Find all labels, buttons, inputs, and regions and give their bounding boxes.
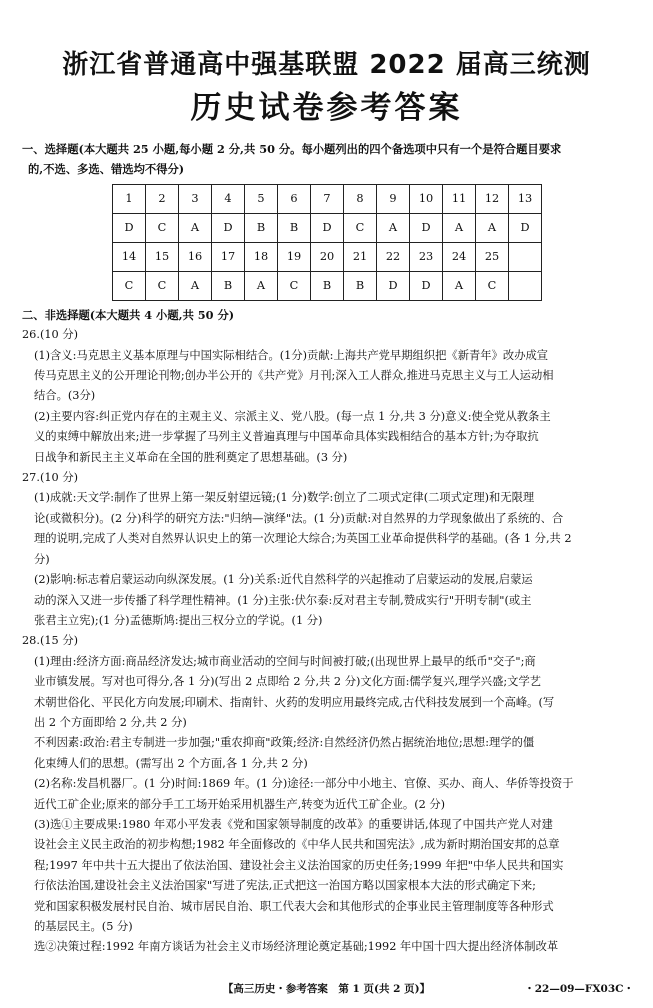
answer-row-answers-2 (113, 271, 542, 300)
answer-cell: 17 (212, 242, 245, 271)
answer-cell: D (410, 271, 443, 300)
answer-cell: 21 (344, 242, 377, 271)
answer-line: (3)选①主要成果:1980 年邓小平发表《党和国家领导制度的改革》的重要讲话,体现了中国共产党人对建 (34, 817, 553, 831)
section2-heading: 二、非选择题(本大题共 4 小题,共 50 分) (22, 307, 235, 322)
answer-cell: B (245, 213, 278, 242)
answer-line: 论(或微积分)。(2 分)科学的研究方法:"归纳—演绎"法。(1 分)贡献:对自然界的力学现象做出了系统的、合 (34, 511, 564, 525)
answer-cell: C (278, 271, 311, 300)
answer-cell: C (476, 271, 509, 300)
answer-cell: B (278, 213, 311, 242)
answer-line: (2)影响:标志着启蒙运动向纵深发展。(1 分)关系:近代自然科学的兴起推动了启蒙运动的发展,启蒙运 (34, 573, 533, 587)
section1-heading: 一、选择题(本大题共 25 小题,每小题 2 分,共 50 分。每小题列出的四个备选项中只有一个是符合题目要求 (22, 142, 562, 156)
answer-line: 不利因素:政治:君主专制进一步加强;"重农抑商"政策;经济:自然经济仍然占据统治地位;思想:理学的僵 (34, 736, 535, 750)
question-26-label: 26.(10 分) (22, 328, 79, 342)
answer-cell: A (179, 213, 212, 242)
answer-cell: 22 (377, 242, 410, 271)
answer-line: (1)成就:天文学:制作了世界上第一架反射望远镜;(1 分)数学:创立了二项式定律(二项式定理)和无限理 (34, 491, 535, 505)
answer-line: 传马克思主义的公开理论刊物;创办半公开的《共产党》月刊;深入工人群众,推进马克思主义与工人运动相 (34, 369, 554, 383)
answer-cell: 24 (443, 242, 476, 271)
answer-line: 党和国家积极发展村民自治、城市居民自治、职工代表大会和其他形式的企事业民主管理制度等各种形式 (34, 899, 554, 913)
answer-cell: D (311, 213, 344, 242)
question-27-label: 27.(10 分) (22, 471, 79, 485)
answer-line: 近代工矿企业;原来的部分手工工场开始采用机器生产,转变为近代工矿企业。(2 分) (34, 797, 446, 811)
answer-row-answers-1 (113, 213, 542, 242)
answer-line: 结合。(3分) (34, 389, 96, 403)
answer-line: 行依法治国,建设社会主义法治国家"写进了宪法,正式把这一治国方略以国家根本大法的形式确定下来; (34, 879, 536, 893)
answer-cell: C (113, 271, 146, 300)
answer-cell: C (146, 213, 179, 242)
answer-cell: 15 (146, 242, 179, 271)
answer-cell: A (245, 271, 278, 300)
question-28-label: 28.(15 分) (22, 634, 79, 648)
answer-cell: 12 (476, 184, 509, 213)
answer-cell: 1 (113, 184, 146, 213)
answer-cell: 4 (212, 184, 245, 213)
answer-line: (2)主要内容:纠正党内存在的主观主义、宗派主义、党八股。(每一点 1 分,共 3 分)意义:使全党从教条主 (34, 409, 551, 423)
answer-line: 程;1997 年中共十五大提出了依法治国、建设社会主义法治国家的历史任务;1999 年把"中华人民共和国实 (34, 858, 564, 872)
answer-cell: D (113, 213, 146, 242)
answer-line: (1)理由:经济方面:商品经济发达;城市商业活动的空间与时间被打破;(出现世界上最早的纸币"交子";商 (34, 654, 536, 668)
answer-cell: 8 (344, 184, 377, 213)
answer-cell: 19 (278, 242, 311, 271)
answer-cell: 23 (410, 242, 443, 271)
answer-cell: A (443, 213, 476, 242)
question-28-answer (22, 652, 634, 958)
answer-cell (509, 271, 542, 300)
document-subtitle: 历史试卷参考答案 (190, 90, 463, 126)
answer-line: 选②决策过程:1992 年南方谈话为社会主义市场经济理论奠定基础;1992 年中国十四大提出经济体制改革 (34, 940, 559, 954)
answer-line: 术朝世俗化、平民化方向发展;印刷术、指南针、火药的发明应用最终完成,古代科技发展到一个高峰。(写 (34, 695, 555, 709)
answer-row-numbers-2 (113, 242, 542, 271)
answer-line: 张君主立宪);(1 分)孟德斯鸠:提出三权分立的学说。(1 分) (34, 613, 323, 627)
answer-line: 动的深入又进一步传播了科学理性精神。(1 分)主张:伏尔泰:反对君主专制,赞成实行"开明专制"(或主 (34, 593, 532, 607)
question-26-answer (22, 346, 634, 468)
answer-cell: 5 (245, 184, 278, 213)
answer-cell: 11 (443, 184, 476, 213)
answer-line: 理的说明,完成了人类对自然界认识史上的第一次理论大综合;为英国工业革命提供科学的基础。(各 1 分,共 2 (34, 532, 572, 546)
answer-cell: 9 (377, 184, 410, 213)
question-27-answer (22, 488, 634, 631)
answer-content (22, 139, 634, 958)
answer-line: 出 2 个方面即给 2 分,共 2 分) (34, 715, 187, 729)
answer-line: (2)名称:发昌机器厂。(1 分)时间:1869 年。(1 分)途径:一部分中小地主、官僚、买办、商人、华侨等投资于 (34, 777, 574, 791)
answer-cell: C (344, 213, 377, 242)
answer-cell: D (212, 213, 245, 242)
footer-code: ・22—09—FX03C・ (524, 983, 634, 995)
answer-cell: 13 (509, 184, 542, 213)
answer-line: (1)含义:马克思主义基本原理与中国实际相结合。(1分)贡献:上海共产党早期组织把《新青年》改办成宣 (34, 348, 549, 362)
answer-cell: A (377, 213, 410, 242)
section1-heading-cont: 的,不选、多选、错选均不得分) (28, 162, 185, 177)
footer-page-info: 【高三历史・参考答案 第 1 页(共 2 页)】 (222, 983, 431, 995)
answer-cell: B (212, 271, 245, 300)
answer-cell: B (344, 271, 377, 300)
answer-table (112, 184, 542, 301)
answer-cell: 20 (311, 242, 344, 271)
answer-line: 日战争和新民主主义革命在全国的胜利奠定了思想基础。(3 分) (34, 450, 348, 464)
answer-line: 化束缚人们的思想。(需写出 2 个方面,各 1 分,共 2 分) (34, 756, 308, 770)
answer-cell: A (179, 271, 212, 300)
answer-row-numbers-1 (113, 184, 542, 213)
answer-cell: B (311, 271, 344, 300)
answer-cell: D (410, 213, 443, 242)
answer-cell: A (443, 271, 476, 300)
answer-cell: 2 (146, 184, 179, 213)
answer-cell: D (377, 271, 410, 300)
answer-cell: 14 (113, 242, 146, 271)
answer-cell: 10 (410, 184, 443, 213)
answer-line: 分) (34, 552, 50, 566)
answer-cell: 25 (476, 242, 509, 271)
answer-cell: 16 (179, 242, 212, 271)
answer-cell: D (509, 213, 542, 242)
answer-line: 的基层民主。(5 分) (34, 920, 133, 933)
answer-line: 业市镇发展。写对也可得分,各 1 分)(写出 2 点即给 2 分,共 2 分)文化方面:儒学复兴,理学兴盛;文学艺 (34, 675, 542, 689)
answer-cell (509, 242, 542, 271)
answer-cell: 18 (245, 242, 278, 271)
answer-cell: C (146, 271, 179, 300)
answer-cell: 3 (179, 184, 212, 213)
answer-cell: 6 (278, 184, 311, 213)
answer-cell: A (476, 213, 509, 242)
document-title: 浙江省普通高中强基联盟 2022 届高三统测 (62, 50, 591, 80)
answer-line: 义的束缚中解放出来;进一步掌握了马列主义普遍真理与中国革命具体实践相结合的基本方针;为夺取抗 (34, 430, 539, 444)
answer-cell: 7 (311, 184, 344, 213)
answer-line: 设社会主义民主政治的初步构想;1982 年全面修改的《中华人民共和国宪法》,成为新时期治国安邦的总章 (34, 838, 560, 852)
